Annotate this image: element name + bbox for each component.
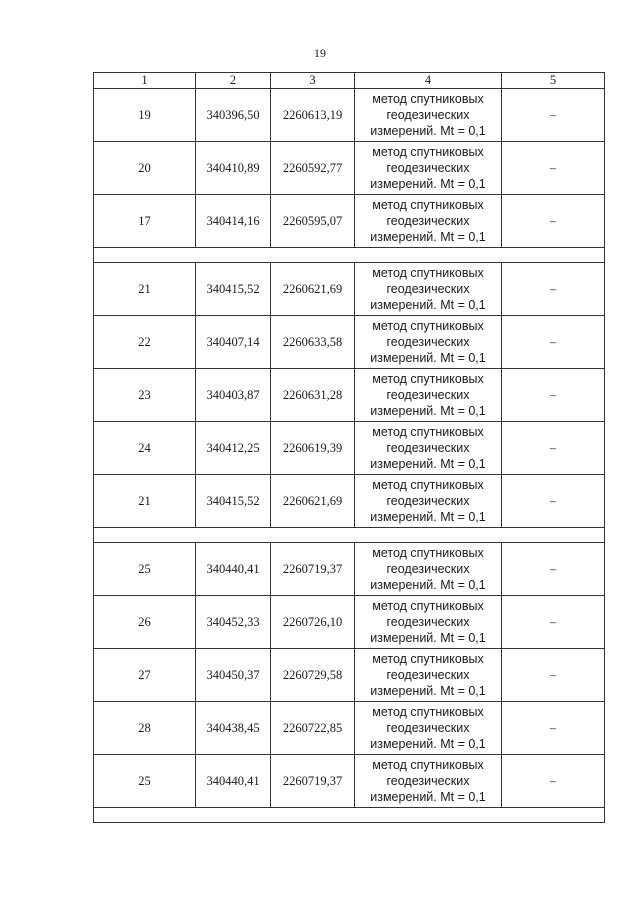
method-cell [355,475,502,528]
note-cell: – [502,422,605,475]
point-number-cell: 27 [94,649,196,702]
method-line: измерений. Mt = 0,1 [370,230,486,244]
method-line: измерений. Mt = 0,1 [370,737,486,751]
method-line: метод спутниковых [372,145,484,159]
method-line: метод спутниковых [372,652,484,666]
point-number-cell: 19 [94,89,196,142]
method-line: метод спутниковых [372,478,484,492]
method-line: метод спутниковых [372,425,484,439]
x-coordinate-cell: 340440,41 [196,543,271,596]
method-line: геодезических [386,615,470,629]
x-coordinate-cell: 340410,89 [196,142,271,195]
method-line: измерений. Mt = 0,1 [370,177,486,191]
method-line: геодезических [386,335,470,349]
y-coordinate-cell: 2260719,37 [271,543,355,596]
method-line: геодезических [386,161,470,175]
method-line: геодезических [386,721,470,735]
note-cell: – [502,755,605,808]
method-line: метод спутниковых [372,319,484,333]
method-line: геодезических [386,388,470,402]
y-coordinate-cell: 2260619,39 [271,422,355,475]
note-cell: – [502,702,605,755]
table-row [94,263,605,316]
method-line: геодезических [386,774,470,788]
method-cell [355,263,502,316]
note-cell: – [502,475,605,528]
y-coordinate-cell: 2260719,37 [271,755,355,808]
method-cell [355,369,502,422]
method-line: геодезических [386,562,470,576]
note-cell: – [502,596,605,649]
method-line: метод спутниковых [372,758,484,772]
note-cell: – [502,649,605,702]
y-coordinate-cell: 2260729,58 [271,649,355,702]
x-coordinate-cell: 340412,25 [196,422,271,475]
method-line: измерений. Mt = 0,1 [370,631,486,645]
y-coordinate-cell: 2260633,58 [271,316,355,369]
x-coordinate-cell: 340415,52 [196,263,271,316]
method-cell [355,596,502,649]
separator-cell [94,808,605,823]
method-line: метод спутниковых [372,372,484,386]
separator-cell [94,248,605,263]
header-cell-2: 2 [196,73,271,89]
table-row [94,755,605,808]
method-line: метод спутниковых [372,599,484,613]
note-cell: – [502,195,605,248]
x-coordinate-cell: 340438,45 [196,702,271,755]
method-line: измерений. Mt = 0,1 [370,404,486,418]
method-cell [355,649,502,702]
method-line: метод спутниковых [372,92,484,106]
y-coordinate-cell: 2260595,07 [271,195,355,248]
header-cell-1: 1 [94,73,196,89]
point-number-cell: 17 [94,195,196,248]
method-cell [355,142,502,195]
table-row [94,649,605,702]
header-row [94,73,605,89]
x-coordinate-cell: 340414,16 [196,195,271,248]
point-number-cell: 23 [94,369,196,422]
table-row [94,142,605,195]
point-number-cell: 26 [94,596,196,649]
method-line: измерений. Mt = 0,1 [370,790,486,804]
method-cell [355,195,502,248]
separator-row [94,528,605,543]
method-cell [355,543,502,596]
y-coordinate-cell: 2260613,19 [271,89,355,142]
y-coordinate-cell: 2260621,69 [271,263,355,316]
header-cell-5: 5 [502,73,605,89]
method-cell [355,755,502,808]
separator-cell [94,528,605,543]
point-number-cell: 21 [94,475,196,528]
method-line: измерений. Mt = 0,1 [370,351,486,365]
note-cell: – [502,316,605,369]
y-coordinate-cell: 2260722,85 [271,702,355,755]
table-row [94,422,605,475]
note-cell: – [502,369,605,422]
note-cell: – [502,263,605,316]
x-coordinate-cell: 340415,52 [196,475,271,528]
x-coordinate-cell: 340403,87 [196,369,271,422]
x-coordinate-cell: 340396,50 [196,89,271,142]
method-line: измерений. Mt = 0,1 [370,457,486,471]
x-coordinate-cell: 340452,33 [196,596,271,649]
method-line: измерений. Mt = 0,1 [370,578,486,592]
x-coordinate-cell: 340450,37 [196,649,271,702]
y-coordinate-cell: 2260621,69 [271,475,355,528]
y-coordinate-cell: 2260631,28 [271,369,355,422]
note-cell: – [502,89,605,142]
point-number-cell: 28 [94,702,196,755]
table-row [94,89,605,142]
point-number-cell: 24 [94,422,196,475]
method-cell [355,89,502,142]
coordinates-table [93,72,605,823]
method-line: метод спутниковых [372,705,484,719]
point-number-cell: 22 [94,316,196,369]
method-cell [355,316,502,369]
method-line: метод спутниковых [372,266,484,280]
table-row [94,195,605,248]
separator-row [94,808,605,823]
page-number: 19 [314,46,326,60]
method-cell [355,702,502,755]
y-coordinate-cell: 2260726,10 [271,596,355,649]
y-coordinate-cell: 2260592,77 [271,142,355,195]
header-cell-3: 3 [271,73,355,89]
method-line: геодезических [386,441,470,455]
point-number-cell: 25 [94,543,196,596]
method-line: метод спутниковых [372,198,484,212]
method-line: измерений. Mt = 0,1 [370,684,486,698]
method-line: геодезических [386,108,470,122]
table-row [94,475,605,528]
table-row [94,596,605,649]
method-line: измерений. Mt = 0,1 [370,298,486,312]
method-line: геодезических [386,668,470,682]
method-line: геодезических [386,282,470,296]
header-cell-4: 4 [355,73,502,89]
note-cell: – [502,543,605,596]
table-row [94,543,605,596]
point-number-cell: 20 [94,142,196,195]
method-cell [355,422,502,475]
table-row [94,316,605,369]
table-row [94,369,605,422]
method-line: измерений. Mt = 0,1 [370,124,486,138]
method-line: геодезических [386,494,470,508]
point-number-cell: 25 [94,755,196,808]
separator-row [94,248,605,263]
point-number-cell: 21 [94,263,196,316]
x-coordinate-cell: 340440,41 [196,755,271,808]
x-coordinate-cell: 340407,14 [196,316,271,369]
note-cell: – [502,142,605,195]
table-body [94,89,605,823]
method-line: геодезических [386,214,470,228]
method-line: измерений. Mt = 0,1 [370,510,486,524]
table-row [94,702,605,755]
method-line: метод спутниковых [372,546,484,560]
